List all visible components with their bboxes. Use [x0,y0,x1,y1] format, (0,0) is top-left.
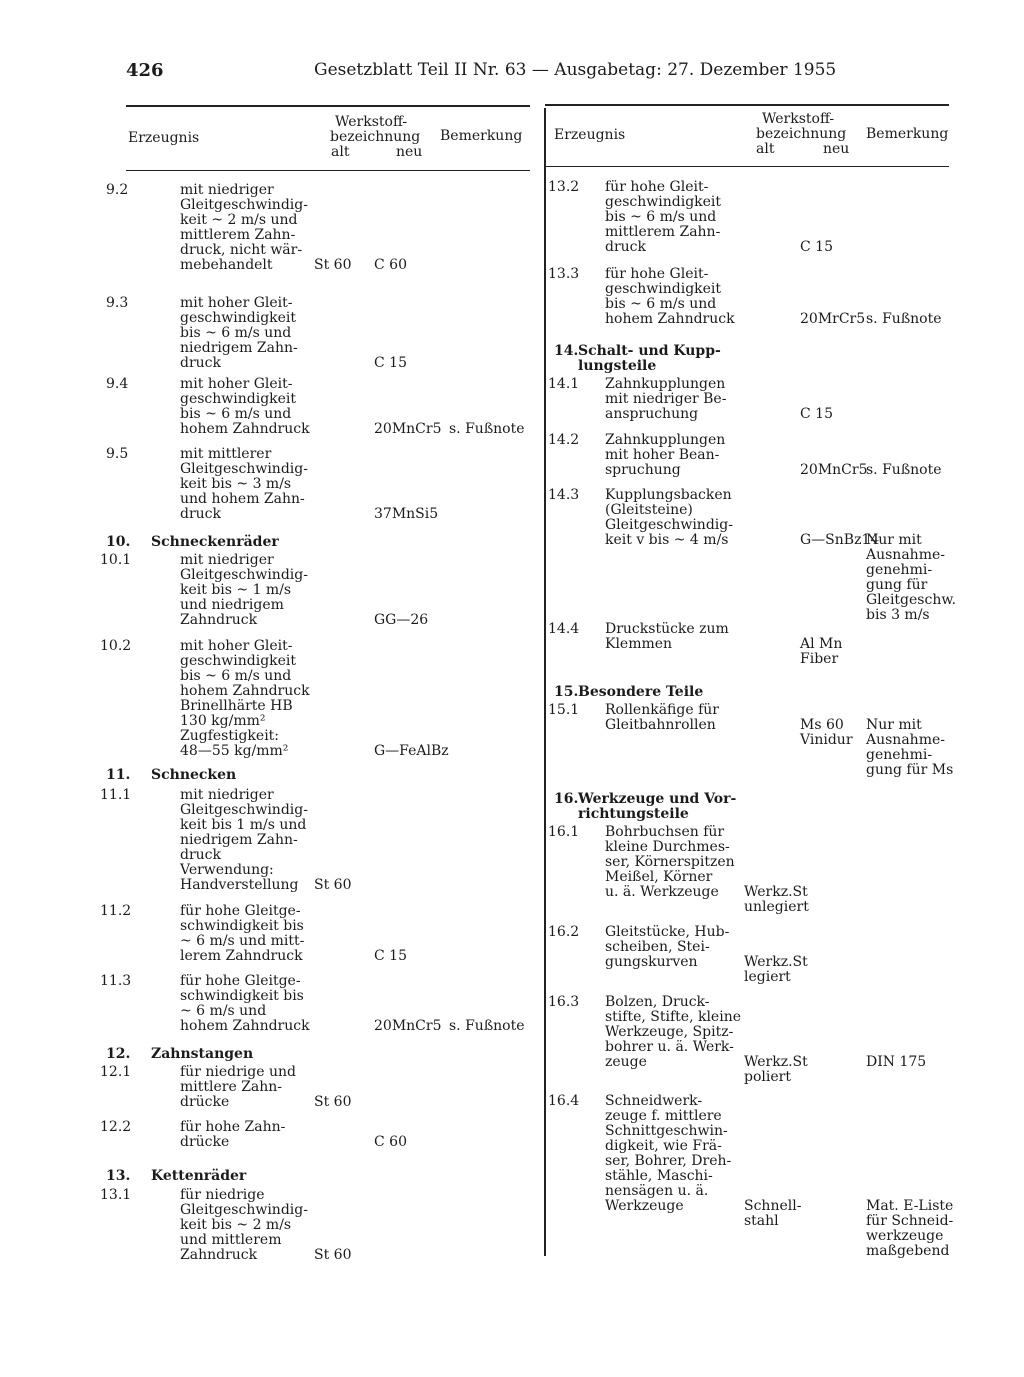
item-description [605,433,725,478]
description-line: Zahnstangen [151,1046,254,1062]
description-line: Besondere Teile [578,684,704,700]
item-description [605,825,735,900]
material-new-line: GG—26 [374,612,429,628]
header-remark-left: Bemerkung [440,128,523,144]
material-new [800,718,853,748]
description-line: mebehandelt [180,257,273,273]
material-new-line: C 15 [800,239,833,255]
description-line: Schneckenräder [151,534,279,550]
material-old-line: Werkz.St [744,954,808,970]
item-number: 14.1 [548,376,580,392]
description-line: mit niedriger [180,552,274,568]
description-line: Kupplungsbacken [605,487,732,503]
item-description [180,639,310,759]
description-line: stähle, Maschi- [605,1168,713,1184]
description-line: 130 kg/mm² [180,713,266,729]
description-line: geschwindigkeit [605,281,722,297]
material-new-line: C 15 [374,355,407,371]
item-number: 15. [554,684,579,700]
material-new [800,637,842,667]
description-line: 48—55 kg/mm² [180,743,289,759]
description-line: Bolzen, Druck- [605,994,710,1010]
item-description [605,180,721,255]
item-number: 9.4 [106,376,129,392]
item-description [180,553,308,628]
description-line: Klemmen [605,636,673,652]
header-material-right-2: bezeichnung [756,126,847,142]
header-old-right: alt [756,141,775,157]
material-new-line: Vinidur [800,732,853,748]
description-line: druck, nicht wär- [180,242,303,258]
item-number: 10.1 [100,552,132,568]
description-line: für hohe Zahn- [180,1119,286,1135]
description-line: Kettenräder [151,1168,247,1184]
material-new-line: G—FeAlBz [374,743,449,759]
material-new-line: 20MnCr5 [374,421,442,437]
material-new-line: 20MnCr5 [374,1018,442,1034]
item-number: 9.5 [106,446,129,462]
description-line: hohem Zahndruck [180,421,310,437]
material-old-line: St 60 [314,877,352,893]
material-new-line: G—SnBz14 [800,532,880,548]
remark-line: gung für [866,577,928,593]
material-new [800,312,865,327]
item-number: 16.1 [548,824,580,840]
description-line: Gleitgeschwindig- [180,1202,308,1218]
description-line: und niedrigem [180,597,284,613]
remark-line: Nur mit [866,532,922,548]
description-line: Verwendung: [180,862,274,878]
material-old-line: St 60 [314,257,352,273]
material-old [744,1199,801,1229]
material-old [314,258,351,273]
material-new-line: Fiber [800,651,839,667]
description-line: lerem Zahndruck [180,948,303,964]
header-new-right: neu [823,141,850,157]
remark [449,1019,525,1034]
material-new [374,613,428,628]
description-line: lungsteile [578,358,657,374]
remark-line: bis 3 m/s [866,607,930,623]
item-description [605,267,735,327]
description-line: Schnittgeschwin- [605,1123,728,1139]
item-description [605,1094,731,1214]
description-line: für niedrige [180,1187,265,1203]
description-line: für niedrige und [180,1064,296,1080]
description-line: Werkzeuge und Vor- [578,791,737,807]
remark-line: maßgebend [866,1243,950,1259]
description-line: spruchung [605,462,681,478]
header-remark-right: Bemerkung [866,126,949,142]
description-line: Zahndruck [180,1247,258,1263]
description-line: ser, Körnerspitzen [605,854,735,870]
description-line: mit niedriger Be- [605,391,727,407]
description-line: Zahnkupplungen [605,432,726,448]
description-line: mit hoher Gleit- [180,376,293,392]
description-line: und mittlerem [180,1232,282,1248]
remark-line: DIN 175 [866,1054,927,1070]
remark [866,718,953,778]
description-line: (Gleitsteine) [605,502,693,518]
material-new-line: 20MrCr5 [800,311,866,327]
item-description [180,788,308,893]
description-line: bis ~ 6 m/s und [180,325,292,341]
description-line: mittlerem Zahn- [180,227,296,243]
remark-line: Gleitgeschw. [866,592,957,608]
description-line: mit hoher Gleit- [180,638,293,654]
material-old-line: St 60 [314,1094,352,1110]
item-number: 13. [106,1168,131,1184]
description-line: Schneidwerk- [605,1093,703,1109]
description-line: keit bis 1 m/s und [180,817,307,833]
header-material-left-1: Werkstoff- [335,114,408,130]
header-new-left: neu [396,144,423,160]
remark-line: Nur mit [866,717,922,733]
description-line: richtungsteile [578,806,689,822]
description-line: mit hoher Bean- [605,447,720,463]
page-title: Gesetzblatt Teil II Nr. 63 — Ausgabetag: 27. Dezember 1955 [314,60,837,80]
description-line: für hohe Gleit- [605,179,709,195]
item-number: 9.2 [106,182,129,198]
remark-line: s. Fußnote [449,1018,525,1034]
material-new-line: 37MnSi5 [374,506,439,522]
item-description [180,377,310,437]
description-line: druck [180,847,221,863]
description-line: ~ 6 m/s und [180,1003,267,1019]
item-description [151,1169,246,1184]
description-line: keit ~ 2 m/s und [180,212,298,228]
description-line: keit bis ~ 3 m/s [180,476,292,492]
item-description [605,925,729,970]
material-old-line: St 60 [314,1247,352,1263]
item-number: 14.3 [548,487,580,503]
description-line: ~ 6 m/s und mitt- [180,933,305,949]
description-line: Gleitbahnrollen [605,717,716,733]
description-line: mittlere Zahn- [180,1079,283,1095]
description-line: Gleitgeschwindig- [180,197,308,213]
description-line: gungskurven [605,954,698,970]
remark [449,422,525,437]
description-line: bohrer u. ä. Werk- [605,1039,734,1055]
description-line: hohem Zahndruck [605,311,735,327]
description-line: Werkzeuge [605,1198,684,1214]
item-description [151,1047,253,1062]
material-old [314,1248,351,1263]
column-divider [544,108,546,1256]
description-line: Schnecken [151,767,237,783]
item-description [180,1188,308,1263]
material-new [800,463,867,478]
item-description [151,535,279,550]
material-old [314,878,351,893]
description-line: schwindigkeit bis [180,988,304,1004]
description-line: Brinellhärte HB [180,698,293,714]
material-old-line: unlegiert [744,899,809,915]
item-number: 12.1 [100,1064,132,1080]
item-number: 16.2 [548,924,580,940]
description-line: bis ~ 6 m/s und [180,668,292,684]
description-line: kleine Durchmes- [605,839,730,855]
remark [866,1055,926,1070]
item-number: 16.4 [548,1093,580,1109]
description-line: bis ~ 6 m/s und [605,209,717,225]
material-new [374,949,407,964]
description-line: scheiben, Stei- [605,939,710,955]
item-number: 11. [106,767,131,783]
description-line: zeuge [605,1054,647,1070]
item-description [578,792,736,822]
header-product-right: Erzeugnis [554,127,626,143]
material-old [744,955,808,985]
material-new [374,258,407,273]
remark [866,312,942,327]
header-rule-right [545,104,949,106]
item-description [605,377,726,422]
description-line: keit bis ~ 1 m/s [180,582,292,598]
description-line: drücke [180,1094,230,1110]
header-material-left-2: bezeichnung [330,129,421,145]
remark-line: werkzeuge [866,1228,944,1244]
header-rule-left [126,105,530,107]
description-line: und hohem Zahn- [180,491,305,507]
remark [866,1199,953,1259]
header-old-left: alt [331,144,350,160]
material-old [744,1055,808,1085]
page-number: 426 [126,60,164,81]
item-description [180,1120,285,1150]
description-line: keit bis ~ 2 m/s [180,1217,292,1233]
item-number: 11.1 [100,787,132,803]
item-description [578,344,721,374]
item-number: 13.1 [100,1187,132,1203]
material-new [374,422,441,437]
description-line: geschwindigkeit [605,194,722,210]
item-number: 10. [106,534,131,550]
material-old-line: poliert [744,1069,791,1085]
description-line: anspruchung [605,406,699,422]
description-line: niedrigem Zahn- [180,832,298,848]
description-line: für hohe Gleitge- [180,903,301,919]
description-line: nensägen u. ä. [605,1183,709,1199]
item-number: 12. [106,1046,131,1062]
material-old-line: Schnell- [744,1198,802,1214]
remark-line: Ausnahme- [866,732,945,748]
item-number: 14.4 [548,621,580,637]
description-line: Zahndruck [180,612,258,628]
material-old-line: legiert [744,969,791,985]
description-line: mit mittlerer [180,446,272,462]
material-new [800,240,833,255]
description-line: Druckstücke zum [605,621,729,637]
item-number: 16.3 [548,994,580,1010]
description-line: Zugfestigkeit: [180,728,280,744]
header-product-left: Erzeugnis [128,130,200,146]
item-description [180,296,298,371]
description-line: druck [180,506,221,522]
material-old-line: Werkz.St [744,884,808,900]
description-line: mittlerem Zahn- [605,224,721,240]
item-description [605,622,729,652]
item-number: 10.2 [100,638,132,654]
item-description [180,447,308,522]
description-line: für hohe Gleitge- [180,973,301,989]
description-line: schwindigkeit bis [180,918,304,934]
description-line: geschwindigkeit [180,310,297,326]
remark-line: Mat. E-Liste [866,1198,954,1214]
remark [866,463,942,478]
item-description [605,995,741,1070]
item-number: 12.2 [100,1119,132,1135]
item-number: 9.3 [106,295,129,311]
description-line: geschwindigkeit [180,391,297,407]
material-new-line: Ms 60 [800,717,844,733]
description-line: Gleitstücke, Hub- [605,924,730,940]
description-line: hohem Zahndruck [180,1018,310,1034]
item-number: 15.1 [548,702,580,718]
description-line: druck [180,355,221,371]
material-old [314,1095,351,1110]
material-new [800,407,833,422]
description-line: u. ä. Werkzeuge [605,884,719,900]
material-new-line: C 15 [374,948,407,964]
item-number: 11.2 [100,903,132,919]
material-new-line: Al Mn [800,636,843,652]
material-new [374,356,407,371]
description-line: Werkzeuge, Spitz- [605,1024,734,1040]
description-line: digkeit, wie Frä- [605,1138,722,1154]
item-number: 16. [554,791,579,807]
description-line: Rollenkäfige für [605,702,719,718]
description-line: mit hoher Gleit- [180,295,293,311]
description-line: bis ~ 6 m/s und [180,406,292,422]
description-line: mit niedriger [180,182,274,198]
remark-line: Ausnahme- [866,547,945,563]
description-line: mit niedriger [180,787,274,803]
item-number: 13.2 [548,179,580,195]
description-line: Bohrbuchsen für [605,824,725,840]
description-line: Zahnkupplungen [605,376,726,392]
item-description [605,703,719,733]
material-new [374,1135,407,1150]
description-line: Gleitgeschwindig- [180,567,308,583]
description-line: drücke [180,1134,230,1150]
description-line: Handverstellung [180,877,299,893]
material-old [744,885,809,915]
material-old-line: Werkz.St [744,1054,808,1070]
description-line: Gleitgeschwindig- [180,461,308,477]
column-rule-right [545,166,949,167]
description-line: Schalt- und Kupp- [578,343,721,359]
item-description [180,1065,296,1110]
description-line: ser, Bohrer, Dreh- [605,1153,732,1169]
column-rule-left [126,170,530,171]
item-description [605,488,733,548]
remark-line: gung für Ms [866,762,954,778]
description-line: hohem Zahndruck [180,683,310,699]
item-number: 11.3 [100,973,132,989]
remark-line: genehmi- [866,747,933,763]
remark-line: s. Fußnote [866,311,942,327]
remark-line: für Schneid- [866,1213,954,1229]
description-line: stifte, Stifte, kleine [605,1009,741,1025]
item-description [180,974,310,1034]
item-number: 13.3 [548,266,580,282]
material-new [374,1019,441,1034]
description-line: zeuge f. mittlere [605,1108,722,1124]
remark-line: s. Fußnote [866,462,942,478]
material-new-line: C 60 [374,257,407,273]
item-description [180,904,304,964]
item-number: 14. [554,343,579,359]
item-description [180,183,308,273]
remark-line: genehmi- [866,562,933,578]
material-new-line: 20MnCr5 [800,462,868,478]
header-material-right-1: Werkstoff- [762,111,835,127]
description-line: Meißel, Körner [605,869,713,885]
description-line: niedrigem Zahn- [180,340,298,356]
material-new-line: C 15 [800,406,833,422]
remark [866,533,956,623]
description-line: Gleitgeschwindig- [605,517,733,533]
description-line: bis ~ 6 m/s und [605,296,717,312]
material-new-line: C 60 [374,1134,407,1150]
item-description [151,768,236,783]
remark-line: s. Fußnote [449,421,525,437]
description-line: geschwindigkeit [180,653,297,669]
item-number: 14.2 [548,432,580,448]
description-line: keit v bis ~ 4 m/s [605,532,729,548]
description-line: druck [605,239,646,255]
description-line: Gleitgeschwindig- [180,802,308,818]
description-line: für hohe Gleit- [605,266,709,282]
material-new [374,744,449,759]
material-new [374,507,438,522]
item-description [578,685,703,700]
material-old-line: stahl [744,1213,779,1229]
